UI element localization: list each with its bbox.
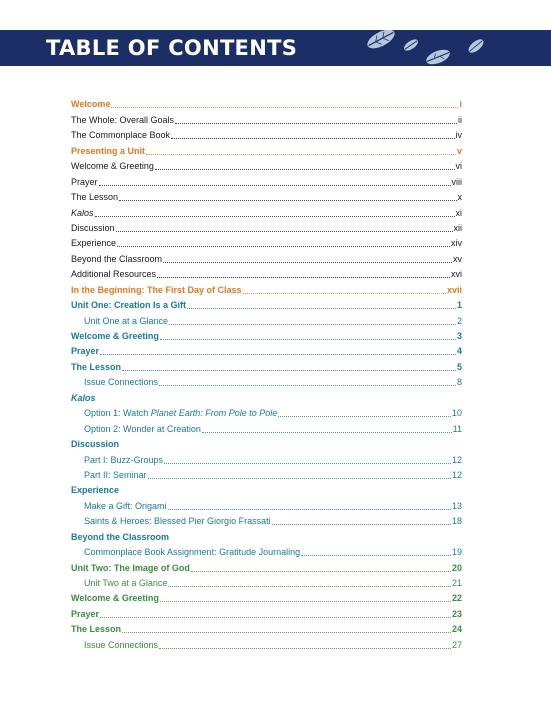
toc-entry-label: The Lesson: [71, 361, 122, 372]
toc-entry-page: 20: [451, 562, 462, 573]
toc-entry-page: 12: [451, 454, 462, 465]
toc-entry-label: Beyond the Classroom: [71, 253, 163, 264]
toc-entry-label: Part II: Seminar: [84, 469, 147, 480]
toc-entry-page: 10: [451, 408, 462, 419]
toc-entry-page: 27: [451, 639, 462, 650]
toc-entry-page: 1: [456, 300, 462, 311]
toc-entry-label: Discussion: [71, 222, 115, 233]
toc-entry-label: Additional Resources: [71, 269, 157, 280]
toc-entry-label: Kalos: [71, 207, 94, 218]
table-of-contents: [71, 95, 462, 651]
dot-leader: [301, 555, 451, 556]
toc-entry-page: 12: [451, 469, 462, 480]
toc-entry[interactable]: [71, 466, 462, 481]
toc-entry-label: Part I: Buzz-Groups: [84, 454, 164, 465]
toc-entry-page: 23: [451, 608, 462, 619]
dot-leader: [99, 185, 451, 186]
toc-entry-label: Unit One: Creation Is a Gift: [71, 300, 187, 311]
toc-entry[interactable]: [71, 419, 462, 434]
toc-entry[interactable]: [71, 110, 462, 125]
toc-entry[interactable]: [71, 496, 462, 511]
dot-leader: [95, 216, 455, 217]
toc-entry[interactable]: [71, 265, 462, 280]
toc-entry-page: 11: [452, 423, 462, 434]
toc-entry-page: x: [457, 192, 462, 203]
toc-entry-page: xv: [453, 253, 462, 264]
toc-entry-label: Experience: [71, 485, 120, 496]
toc-entry-label: Presenting a Unit: [71, 145, 146, 156]
toc-entry[interactable]: [71, 543, 462, 558]
toc-entry-label: The Commonplace Book: [71, 130, 171, 141]
toc-entry[interactable]: [71, 234, 462, 249]
dot-leader: [202, 432, 452, 433]
dot-leader: [146, 154, 456, 155]
toc-entry-label: Welcome & Greeting: [71, 331, 159, 341]
dot-leader: [116, 231, 453, 232]
toc-entry-page: 24: [451, 624, 462, 635]
header-bar: [0, 30, 551, 66]
toc-entry-page: xii: [453, 222, 462, 233]
toc-entry[interactable]: [71, 512, 462, 527]
dot-leader: [272, 524, 451, 525]
dot-leader: [122, 632, 451, 633]
toc-entry-label: Prayer: [71, 346, 100, 357]
toc-entry-label: The Lesson: [71, 624, 122, 635]
toc-entry-label: The Lesson: [71, 192, 119, 203]
toc-entry[interactable]: [71, 574, 462, 589]
toc-entry[interactable]: [71, 172, 462, 187]
toc-entry-label: Saints & Heroes: Blessed Pier Giorgio Frassati: [84, 516, 271, 527]
dot-leader: [187, 308, 456, 309]
toc-entry[interactable]: [71, 249, 462, 264]
toc-entry-page: v: [456, 145, 462, 156]
dot-leader: [243, 293, 446, 294]
dot-leader: [160, 601, 451, 602]
page-title: TABLE OF CONTENTS: [46, 36, 298, 60]
toc-entry-label: Commonplace Book Assignment: Gratitude Journaling: [84, 547, 301, 558]
toc-entry-label: Issue Connections: [84, 639, 159, 650]
dot-leader: [119, 200, 456, 201]
toc-entry[interactable]: [71, 203, 462, 218]
toc-entry[interactable]: [71, 589, 462, 604]
toc-entry-page: 3: [456, 331, 462, 341]
toc-entry[interactable]: [71, 141, 462, 156]
toc-entry-page: xiv: [451, 238, 462, 249]
toc-entry[interactable]: [71, 481, 462, 496]
toc-entry-label: Unit One at a Glance: [84, 315, 169, 326]
toc-entry[interactable]: [71, 604, 462, 619]
toc-entry[interactable]: [71, 558, 462, 573]
toc-entry-page: 5: [456, 361, 462, 372]
toc-entry-page: 21: [451, 578, 462, 588]
toc-entry-label: Welcome & Greeting: [71, 161, 154, 172]
toc-entry-label: Unit Two at a Glance: [84, 578, 168, 588]
toc-entry[interactable]: [71, 357, 462, 372]
dot-leader: [122, 370, 456, 371]
dot-leader: [157, 277, 450, 278]
dot-leader: [159, 385, 456, 386]
toc-entry[interactable]: [71, 450, 462, 465]
toc-entry-label: Discussion: [71, 439, 120, 450]
toc-entry-label: The Whole: Overall Goals: [71, 114, 175, 125]
toc-entry-page: 8: [456, 377, 462, 388]
toc-entry-label: Kalos: [71, 392, 96, 403]
toc-entry-page: vi: [455, 161, 462, 172]
toc-entry[interactable]: [71, 373, 462, 388]
toc-entry-label: Option 1: Watch Planet Earth: From Pole to Pole: [84, 408, 278, 419]
dot-leader: [169, 324, 456, 325]
dot-leader: [111, 107, 458, 108]
toc-entry[interactable]: [71, 126, 462, 141]
toc-entry-page: xi: [455, 207, 462, 218]
toc-entry-label: Welcome: [71, 99, 111, 110]
toc-entry[interactable]: [71, 219, 462, 234]
toc-entry[interactable]: [71, 188, 462, 203]
toc-entry-page: 19: [451, 547, 462, 558]
toc-entry-page: 18: [451, 516, 462, 527]
toc-entry[interactable]: [71, 157, 462, 172]
toc-entry-page: ii: [458, 114, 462, 125]
toc-entry-page: xvii: [446, 284, 462, 295]
toc-entry-page: xvi: [451, 269, 462, 280]
dot-leader: [175, 123, 457, 124]
toc-entry[interactable]: [71, 327, 462, 342]
leaf-icon: [424, 48, 452, 66]
toc-entry-label: Prayer: [71, 608, 100, 619]
toc-entry-label: Unit Two: The Image of God: [71, 562, 190, 573]
toc-entry-label: Experience: [71, 238, 117, 249]
toc-entry-label: In the Beginning: The First Day of Class: [71, 284, 242, 295]
toc-entry-page: 4: [456, 346, 462, 357]
toc-entry[interactable]: [71, 388, 462, 403]
dot-leader: [155, 169, 455, 170]
dot-leader: [168, 509, 451, 510]
toc-entry-label: Prayer: [71, 176, 98, 187]
dot-leader: [100, 354, 456, 355]
dot-leader: [163, 262, 452, 263]
toc-entry[interactable]: [71, 527, 462, 542]
dot-leader: [168, 586, 451, 587]
toc-entry-page: viii: [451, 176, 462, 187]
toc-entry-label: Welcome & Greeting: [71, 593, 159, 604]
toc-entry[interactable]: [71, 620, 462, 635]
dot-leader: [117, 246, 450, 247]
dot-leader: [160, 339, 456, 340]
toc-entry-label: Issue Connections: [84, 377, 159, 388]
dot-leader: [171, 138, 454, 139]
toc-entry-page: i: [459, 99, 462, 110]
toc-entry-title-italic: Planet Earth: From Pole to Pole: [150, 408, 278, 419]
toc-entry[interactable]: [71, 435, 462, 450]
dot-leader: [164, 463, 451, 464]
dot-leader: [148, 478, 451, 479]
leaf-icon: [466, 38, 486, 54]
dot-leader: [191, 571, 451, 572]
toc-entry-page: 13: [451, 500, 462, 511]
toc-entry-page: 2: [456, 315, 462, 326]
toc-entry-page: 22: [451, 593, 462, 604]
toc-entry-label: Beyond the Classroom: [71, 531, 170, 542]
toc-entry[interactable]: [71, 404, 462, 419]
dot-leader: [159, 648, 451, 649]
toc-entry[interactable]: [71, 311, 462, 326]
dot-leader: [278, 416, 451, 417]
toc-entry[interactable]: [71, 95, 462, 110]
toc-entry[interactable]: [71, 635, 462, 650]
toc-entry[interactable]: [71, 342, 462, 357]
toc-entry-label: Make a Gift: Origami: [84, 500, 167, 511]
toc-entry[interactable]: [71, 296, 462, 311]
leaf-icon: [364, 30, 398, 50]
leaf-icon: [402, 38, 420, 52]
toc-entry[interactable]: [71, 280, 462, 295]
toc-entry-page: iv: [455, 130, 462, 141]
toc-entry-label: Option 2: Wonder at Creation: [84, 423, 201, 434]
dot-leader: [100, 617, 451, 618]
